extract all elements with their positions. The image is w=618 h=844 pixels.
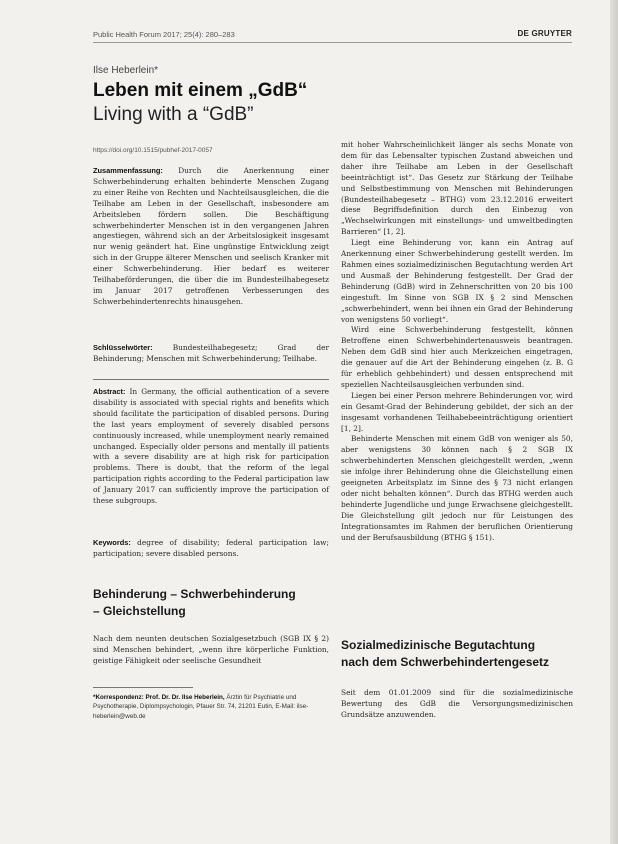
footnote-rule <box>93 687 193 688</box>
footnote-author: Prof. Dr. Dr. Ilse Heberlein, <box>145 694 225 701</box>
paragraph-definition: mit hoher Wahrscheinlichkeit länger als sechs Monate von dem für das Lebensalter typischen Zustand abweichen und daher ihre Teilhabe am Leben in der Gesellschaft beeinträchtigt ist“. Das Gesetz zur Stärkung der Teilhabe und Selbstbestimmung von Menschen mit Behinderungen (Bundesteilhabegesetz – BTHG) vom 23.12.2016 erweitert diese Begriffsdefinition durch den Einbezug von „Wechselwirkungen mit einstellungs- und umweltbedingten Barrieren“ [1, 2]. <box>341 140 573 237</box>
section-disability-text <box>93 634 329 667</box>
page-edge-shadow <box>610 0 618 844</box>
section-heading-disability <box>93 586 329 620</box>
author-name: Ilse Heberlein* <box>93 65 159 76</box>
section-heading-line-2: – Gleichstellung <box>93 604 186 618</box>
footnote-label: *Korrespondenz: <box>93 694 144 701</box>
keywords-en-label: Keywords: <box>93 538 131 547</box>
journal-citation: Public Health Forum 2017; 25(4): 280–283 <box>93 30 235 39</box>
section-assessment-text <box>341 688 573 721</box>
right-column-text <box>341 140 573 544</box>
keywords-de-text: Bundesteilhabegesetz; Grad der Behinderung; Menschen mit Schwerbehinderung; Teilhabe. <box>93 343 329 363</box>
abstract-de-text: Durch die Anerkennung einer Schwerbehinderung erhalten behinderte Menschen Zugang zu einer Reihe von Rechten und Nachteilsausgleichen, die die Teilhabe am Leben in der Gesellschaft, insbesondere am Arbeitsleben fördern sollen. Die Beschäftigung schwerbehinderter Menschen ist in den vergangenen Jahren angestiegen, während sich an der Arbeitslosigkeit insgesamt nur wenig geändert hat. Eine ungünstige Entwicklung zeigt sich in der Gruppe älterer Menschen und seelisch Kranker mit einer Schwerbehinderung. Hier bedarf es weiterer Teilhabeförderungen, die über die im Bundesteilhabegesetz im Januar 2017 getroffenen Verbesserungen des Schwerbehindertenrechts hinausgehen. <box>93 166 329 306</box>
header-rule <box>93 42 572 43</box>
section-heading-2-line-2: nach dem Schwerbehindertengesetz <box>341 655 550 669</box>
publisher-logo: DE GRUYTER <box>517 29 572 38</box>
footnote-text: Ärztin für Psychiatrie und Psychotherapie, Diplompsychologin, Pfauer Str. 74, 21201 Eutin, E-Mail: ilse-heberlein@web.de <box>93 694 309 720</box>
title-english: Living with a “GdB” <box>93 104 254 125</box>
correspondence-footnote <box>93 693 329 721</box>
section-heading-assessment <box>341 637 577 671</box>
section-heading-line-1: Behinderung – Schwerbehinderung <box>93 587 296 601</box>
section-heading-2-line-1: Sozialmedizinische Begutachtung <box>341 638 536 652</box>
english-abstract <box>93 387 329 507</box>
title-german: Leben mit einem „GdB“ <box>93 80 308 101</box>
english-keywords <box>93 538 329 560</box>
abstract-en-label: Abstract: <box>93 387 126 396</box>
running-header <box>93 28 572 42</box>
keywords-de-label: Schlüsselwörter: <box>93 343 153 352</box>
abstract-en-text: In Germany, the official authentication of a severe disability is associated with special rights and benefits which should facilitate the participation of disabled persons. During the last years employment of severely disabled persons continuously increased, while unemployment nearly remained unchanged. Especially older persons and mentally ill patients with a severe disability are at high risk for participation problems. There is doubt, that the reform of the legal participation rights according to the Federal participation law of January 2017 can sufficiently improve the participation of these subgroups. <box>93 387 329 506</box>
paragraph-id-card: Wird eine Schwerbehinderung festgestellt, können Betroffene einen Schwerbehindertenausweis beantragen. Neben dem GdB sind hier auch Merkzeichen eingetragen, die genauer auf die Art der Behinderung eingehen (z. B. G für erheblich gehbehindert) und dessen entsprechend mit speziellen Nachteilsausgleichen verbunden sind. <box>341 325 573 389</box>
paragraph-multiple: Liegen bei einer Person mehrere Behinderungen vor, wird ein Gesamt-Grad der Behinderung gebildet, der sich an der insgesamt vorhandenen Teilhabebeeinträchtigung orientiert [1, 2]. <box>341 390 573 433</box>
paragraph-application: Liegt eine Behinderung vor, kann ein Antrag auf Anerkennung einer Schwerbehinderung gestellt werden. Im Rahmen eines sozialmedizinischen Begutachtung werden Art und Ausmaß der Behinderung festgestellt. Der Grad der Behinderung (GdB) wird in Zehnerschritten von 20 bis 100 eingestuft. Im Sinne von SGB IX § 2 sind Menschen „schwerbehindert, wenn bei ihnen ein Grad der Behinderung von wenigstens 50 vorliegt“. <box>341 238 573 324</box>
doi-link[interactable]: https://doi.org/10.1515/pubhef-2017-0057 <box>93 147 213 154</box>
german-abstract <box>93 166 329 308</box>
paragraph-equalization: Behinderte Menschen mit einem GdB von weniger als 50, aber wenigstens 30 können nach § 2 SGB IX schwerbehinderten Menschen gleichgestellt werden, „wenn sie infolge ihrer Behinderung ohne die Gleichstellung einen geeigneten Arbeitsplatz im Sinne des § 73 nicht erlangen oder nicht behalten können“. Durch das BTHG werden auch behinderte Jugendliche und junge Erwachsene gleichgestellt. Die Gleichstellung gilt jedoch nur für Leistungen des Integrationsamtes im Rahmen der beruflichen Orientierung und der Berufsausbildung (BTHG § 151). <box>341 434 573 542</box>
abstract-de-label: Zusammenfassung: <box>93 166 163 175</box>
section-disability-paragraph: Nach dem neunten deutschen Sozialgesetzbuch (SGB IX § 2) sind Menschen behindert, „wenn ihre körperliche Funktion, geistige Fähigkeit oder seelische Gesundheit <box>93 634 329 665</box>
paragraph-assessment: Seit dem 01.01.2009 sind für die sozialmedizinische Bewertung des GdB die Versorgungsmedizinischen Grundsätze anzuwenden. <box>341 688 573 719</box>
abstract-divider <box>93 379 329 380</box>
keywords-en-text: degree of disability; federal participation law; participation; severe disabled persons. <box>93 538 329 558</box>
german-keywords <box>93 343 329 365</box>
